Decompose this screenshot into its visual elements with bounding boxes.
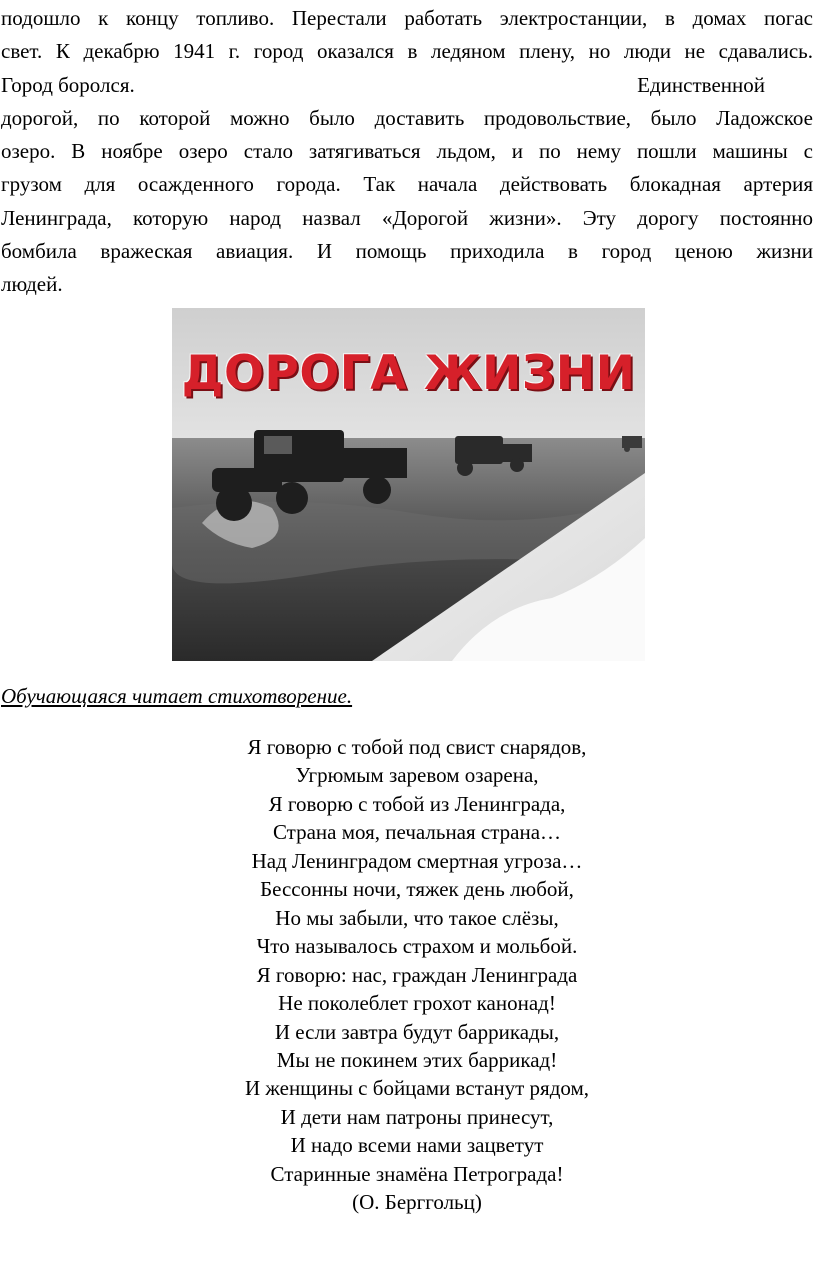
paragraph-fragment: Город боролся. xyxy=(1,72,135,97)
paragraph-line: дорогой, по которой можно было доставить продовольствие, было Ладожское xyxy=(1,105,813,130)
paragraph-line: подошло к концу топливо. Перестали работать электростанции, в домах погас xyxy=(1,6,813,30)
poem-line: Старинные знамёна Петрограда! xyxy=(270,1161,564,1186)
poem-line: Угрюмым заревом озарена, xyxy=(295,763,539,788)
paragraph-line: Ленинграда, которую народ назвал «Дорогой жизни». Эту дорогу постоянно xyxy=(1,205,813,230)
poem-line: Я говорю с тобой из Ленинграда, xyxy=(268,791,566,816)
poem-line: И надо всеми нами зацветут xyxy=(290,1133,544,1158)
poem-line: И дети нам патроны принесут, xyxy=(280,1104,554,1129)
poem-line: Мы не покинем этих баррикад! xyxy=(276,1047,558,1072)
poem-line: Что называлось страхом и мольбой. xyxy=(256,934,578,959)
poem-line: И женщины с бойцами встанут рядом, xyxy=(244,1076,590,1101)
poem-line: Над Ленинградом смертная угроза… xyxy=(251,848,583,873)
paragraph-line: бомбила вражеская авиация. И помощь приходила в город ценою жизни xyxy=(1,239,813,264)
poem-line: Страна моя, печальная страна… xyxy=(272,820,562,845)
road-of-life-photo xyxy=(172,308,645,661)
poem-line: Но мы забыли, что такое слёзы, xyxy=(275,905,559,930)
poem-line: И если завтра будут баррикады, xyxy=(274,1019,560,1044)
poem-author: (О. Берггольц) xyxy=(352,1190,482,1215)
poem-line: Я говорю: нас, граждан Ленинграда xyxy=(256,962,578,987)
paragraph-fragment: Единственной xyxy=(637,72,765,97)
paragraph-line: грузом для осажденного города. Так начала действовать блокадная артерия xyxy=(1,172,813,197)
paragraph-line: людей. xyxy=(1,272,63,297)
paragraph-line: озеро. В ноябре озеро стало затягиваться льдом, и по нему пошли машины с xyxy=(1,139,813,164)
paragraph-line: свет. К декабрю 1941 г. город оказался в ледяном плену, но люди не сдавались. xyxy=(1,39,813,64)
poem-line: Я говорю с тобой под свист снарядов, xyxy=(247,735,587,759)
paragraph-line-split xyxy=(1,69,813,102)
reading-caption: Обучающаяся читает стихотворение. xyxy=(1,684,353,708)
poem-line: Бессонны ночи, тяжек день любой, xyxy=(260,877,574,902)
poem xyxy=(0,733,816,1217)
photo-title: ДОРОГА ЖИЗНИ xyxy=(181,346,636,401)
poem-line: Не поколеблет грохот канонад! xyxy=(278,991,556,1016)
history-paragraph xyxy=(1,2,813,302)
